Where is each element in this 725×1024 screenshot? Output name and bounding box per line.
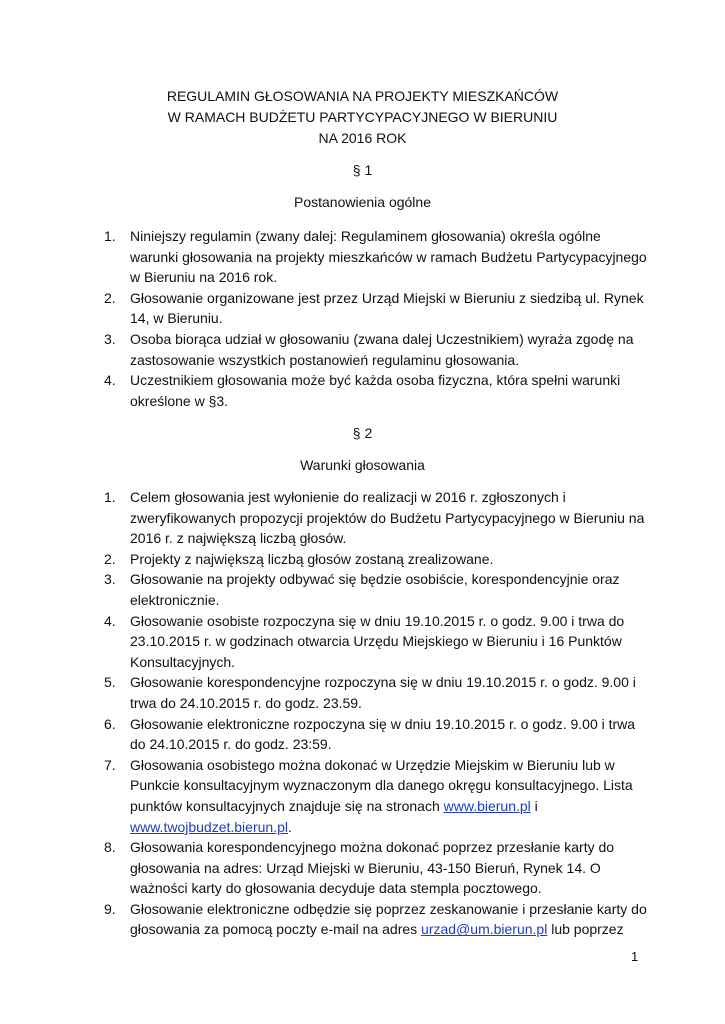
email-link[interactable]: urzad@um.bierun.pl [421, 921, 548, 938]
list-item: 2. Głosowanie organizowane jest przez Urząd Miejski w Bieruniu z siedzibą ul. Rynek 14, w Bieruniu. [104, 289, 644, 327]
bierun-link[interactable]: www.bierun.pl [443, 797, 531, 814]
section-2-symbol: § 2 [352, 425, 373, 441]
list-item: 8. Głosowania korespondencyjnego można dokonać poprzez przesłanie karty do głosowania na adres: Urząd Miejski w Bieruniu, 43-150 Bieruń, Rynek 14. O ważności karty do głosowania decyduje data stempla pocztowego. [104, 839, 615, 897]
list-item: 9. Głosowanie elektroniczne odbędzie się poprzez zeskanowanie i przesłanie karty do głosowania za pomocą poczty e-mail na adres urzad@um.bierun.pl lub poprzez [104, 900, 647, 938]
page-number: 1 [631, 949, 639, 964]
list-item: 7. Głosowania osobistego można dokonać w Urzędzie Miejskim w Bieruniu lub w Punkcie konsultacyjnym wyznaczonym dla danego okręgu konsultacyjnego. Lista punktów konsultacyjnych znajduje się na stronach www.bierun.pl i www.twojbudzet.bierun.pl. [104, 756, 633, 835]
section-1-symbol: § 1 [352, 162, 373, 178]
twojbudzet-link[interactable]: www.twojbudzet.bierun.pl [130, 818, 288, 835]
section-1-heading: Postanowienia ogólne [294, 194, 431, 210]
title-line-1: REGULAMIN GŁOSOWANIA NA PROJEKTY MIESZKAŃCÓW [166, 88, 559, 104]
list-item: 6. Głosowanie elektroniczne rozpoczyna się w dniu 19.10.2015 r. o godz. 9.00 i trwa do 24.10.2015 r. do godz. 23:59. [104, 715, 636, 753]
title-line-2: W RAMACH BUDŻETU PARTYCYPACYJNEGO W BIERUNIU [167, 109, 558, 125]
list-item: 5. Głosowanie korespondencyjne rozpoczyna się w dniu 19.10.2015 r. o godz. 9.00 i trwa do 24.10.2015 r. do godz. 23.59. [104, 674, 636, 711]
list-item: 4. Uczestnikiem głosowania może być każda osoba fizyczna, która spełni warunki określone w §3. [104, 372, 621, 409]
list-item: 3. Osoba biorąca udział w głosowaniu (zwana dalej Uczestnikiem) wyraża zgodę na zastosowanie wszystkich postanowień regulaminu głosowania. [104, 330, 634, 368]
title-line-3: NA 2016 ROK [318, 130, 407, 146]
list-item: 3. Głosowanie na projekty odbywać się będzie osobiście, korespondencyjnie oraz elektronicznie. [104, 571, 620, 608]
list-item: 1. Niniejszy regulamin (zwany dalej: Regulaminem głosowania) określa ogólne warunki głosowania na projekty mieszkańców w ramach Budżetu Partycypacyjnego w Bieruniu na 2016 rok. [104, 228, 647, 286]
document-title [0, 86, 725, 149]
list-item: 2. Projekty z największą liczbą głosów zostaną zrealizowane. [104, 550, 494, 567]
section-2-heading: Warunki głosowania [300, 457, 425, 473]
list-item: 4. Głosowanie osobiste rozpoczyna się w dniu 19.10.2015 r. o godz. 9.00 i trwa do 23.10.2015 r. w godzinach otwarcia Urzędu Miejskiego w Bieruniu i 16 Punktów Konsultacyjnych. [104, 612, 625, 670]
section-1-list [104, 226, 649, 411]
section-2-list [104, 487, 649, 940]
list-item: 1. Celem głosowania jest wyłonienie do realizacji w 2016 r. zgłoszonych i zweryfikowanych propozycji projektów do Budżetu Partycypacyjnego w Bieruniu na 2016 r. z największą liczbą głosów. [104, 489, 645, 547]
